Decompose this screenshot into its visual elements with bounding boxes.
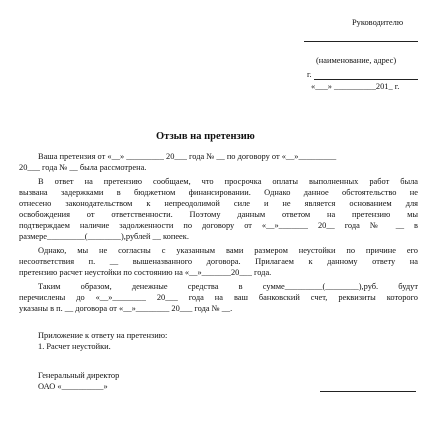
recipient-label: Руководителю (352, 18, 404, 27)
recipient-line (304, 41, 418, 42)
p3-line-2: несоответствия п. __ вышеназванного договора. Прилагаем к данному ответу на (19, 257, 418, 266)
p3-line-1: Однако, мы не согласны с указанным вами размером неустойки по причине его (38, 246, 418, 255)
p2-line-3: отнесено законодательством к непреодолимой силе и не является основанием для (19, 199, 418, 208)
attachment-item-1: 1. Расчет неустойки. (38, 342, 111, 351)
p3-line-3: претензию расчет неустойки по состоянию на «__»_______20___ года. (19, 268, 272, 277)
p1-line-1: Ваша претензия от «__» _________ 20___ года № __ по договору от «__»_________ (38, 152, 337, 161)
name-address-label: (наименование, адрес) (316, 56, 397, 65)
document-title: Отзыв на претензию (156, 131, 255, 142)
p1-line-2: 20___ года № __ была рассмотрена. (19, 163, 147, 172)
signatory-company: ОАО «__________» (38, 382, 108, 391)
p2-line-1: В ответ на претензию сообщаем, что просрочка оплаты выполненных работ была (38, 177, 418, 186)
p2-line-6: размере_________(________),рублей __ копеек. (19, 232, 189, 241)
header-date: «___» __________201_ г. (311, 82, 400, 91)
signatory-position: Генеральный директор (38, 371, 120, 380)
attachment-heading: Приложение к ответу на претензию: (38, 331, 168, 340)
p4-line-1: Таким образом, денежные средства в сумме_________(________),руб. будут (38, 282, 418, 291)
p2-line-2: вызвана задержками в бюджетном финансировании. Однако данное обстоятельство не (19, 188, 418, 197)
p4-line-3: указаны в п. __ договора от «__»________ 20___ года № __. (19, 304, 233, 313)
city-label: г. (307, 70, 312, 79)
p2-line-4: освобождения от ответственности. Поэтому данным ответом на претензию мы (19, 210, 418, 219)
city-line (314, 79, 418, 80)
p2-line-5: подтверждаем наличие задолженности по договору от «__»_______ 20__ года № __ в (19, 221, 418, 230)
p4-line-2: перечислены до «__»________ 20___ года на ваш банковский счет, реквизиты которого (19, 293, 418, 302)
signature-line (320, 391, 416, 392)
